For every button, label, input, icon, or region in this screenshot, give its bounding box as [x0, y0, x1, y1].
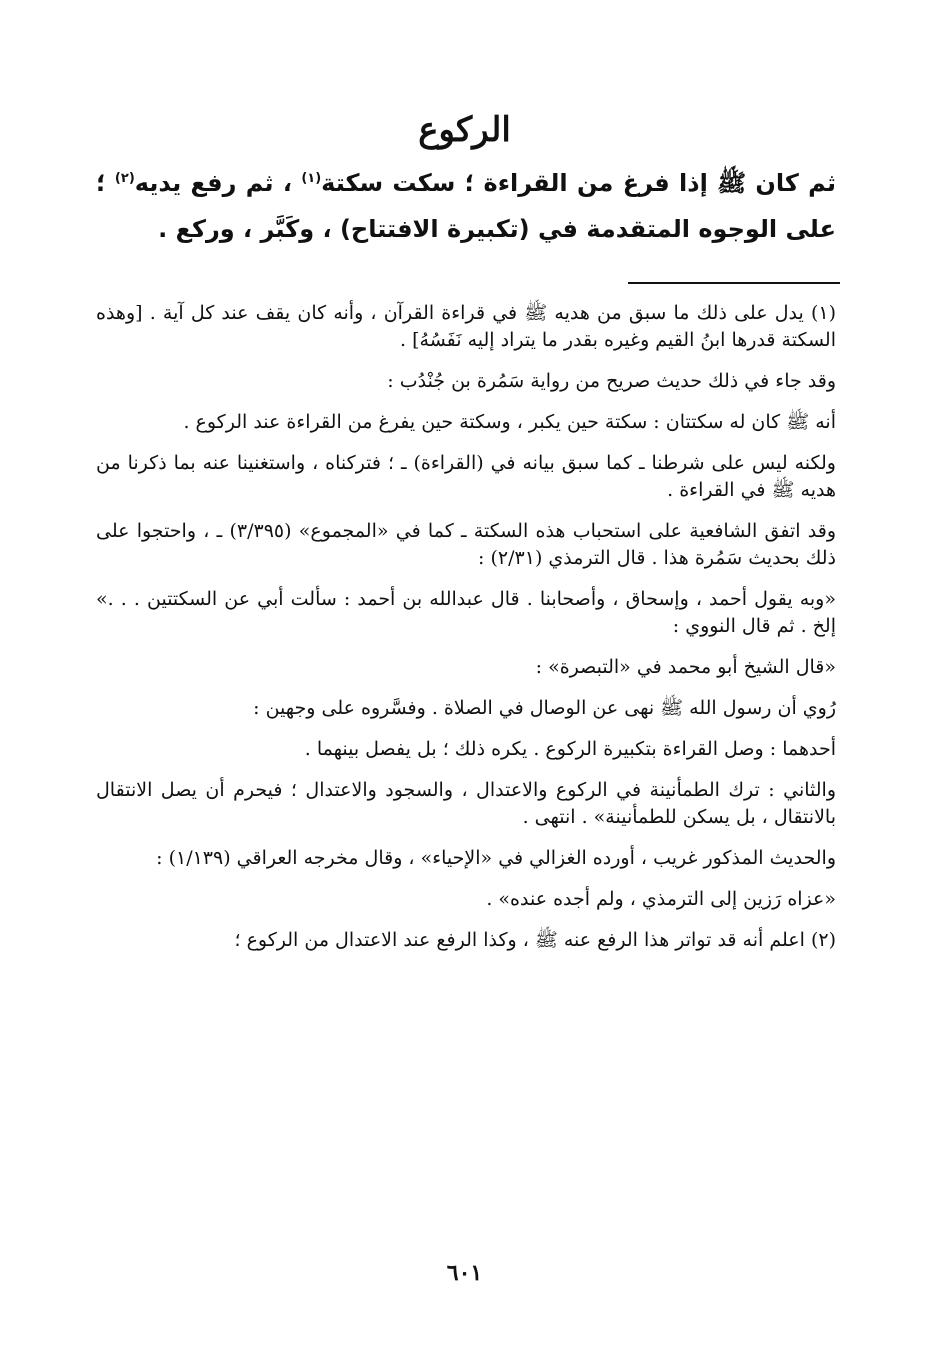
- footnote-paragraph: «وبه يقول أحمد ، وإسحاق ، وأصحابنا . قال عبدالله بن أحمد : سألت أبي عن السكتتين . . .» إلخ . ثم قال النووي :: [96, 588, 836, 637]
- main-text: [96, 160, 836, 252]
- footnote-paragraph: رُوي أن رسول الله ﷺ نهى عن الوصال في الصلاة . وفسَّروه على وجهين :: [253, 697, 836, 719]
- footnote-paragraph: والحديث المذكور غريب ، أورده الغزالي في «الإحياء» ، وقال مخرجه العراقي (١/١٣٩) :: [156, 847, 836, 869]
- footnote-paragraph: وقد اتفق الشافعية على استحباب هذه السكتة ـ كما في «المجموع» (٣/٣٩٥) ـ ، واحتجوا على ذلك بحديث سَمُرة هذا . قال الترمذي (٢/٣١) :: [96, 520, 837, 569]
- footnote-ref-2: (٢): [114, 171, 135, 186]
- page-number: ٦٠١: [446, 1260, 483, 1286]
- footnote-paragraph: وقد جاء في ذلك حديث صريح من رواية سَمُرة بن جُنْدُب :: [387, 370, 836, 392]
- footnote-paragraph: أنه ﷺ كان له سكتتان : سكتة حين يكبر ، وسكتة حين يفرغ من القراءة عند الركوع .: [183, 411, 836, 433]
- footnote-separator: [628, 282, 840, 284]
- footnotes: [96, 300, 836, 968]
- footnote-paragraph: (١) يدل على ذلك ما سبق من هديه ﷺ في قراءة القرآن ، وأنه كان يقف عند كل آية . [وهذه السكتة قدرها ابنُ القيم وغيره بقدر ما يتراد إليه نَفَسُهُ] .: [96, 302, 836, 351]
- main-text-part-3: ؛ على الوجوه المتقدمة في (تكبيرة الافتتاح) ، وكَبَّر ، وركع .: [96, 169, 836, 243]
- footnote-ref-1: (١): [301, 171, 322, 186]
- footnote-paragraph: «قال الشيخ أبو محمد في «التبصرة» :: [535, 656, 836, 678]
- chapter-title: الركوع: [418, 110, 511, 150]
- footnote-paragraph: ولكنه ليس على شرطنا ـ كما سبق بيانه في (القراءة) ـ ؛ فتركناه ، واستغنينا عنه بما ذكرنا من هديه ﷺ في القراءة .: [96, 452, 836, 501]
- footnote-paragraph: والثاني : ترك الطمأنينة في الركوع والاعتدال ، والسجود والاعتدال ؛ فيحرم أن يصل الانتقال بالانتقال ، بل يسكن للطمأنينة» . انتهى .: [96, 779, 836, 828]
- footnote-paragraph: «عزاه رَزين إلى الترمذي ، ولم أجده عنده» .: [486, 888, 836, 910]
- main-text-part-2: ، ثم رفع يديه: [134, 169, 292, 197]
- footnote-paragraph: (٢) اعلم أنه قد تواتر هذا الرفع عنه ﷺ ، وكذا الرفع عند الاعتدال من الركوع ؛: [234, 929, 836, 951]
- footnote-paragraph: أحدهما : وصل القراءة بتكبيرة الركوع . يكره ذلك ؛ بل يفصل بينهما .: [304, 738, 836, 760]
- main-text-part-1: ثم كان ﷺ إذا فرغ من القراءة ؛ سكت سكتة: [321, 169, 837, 197]
